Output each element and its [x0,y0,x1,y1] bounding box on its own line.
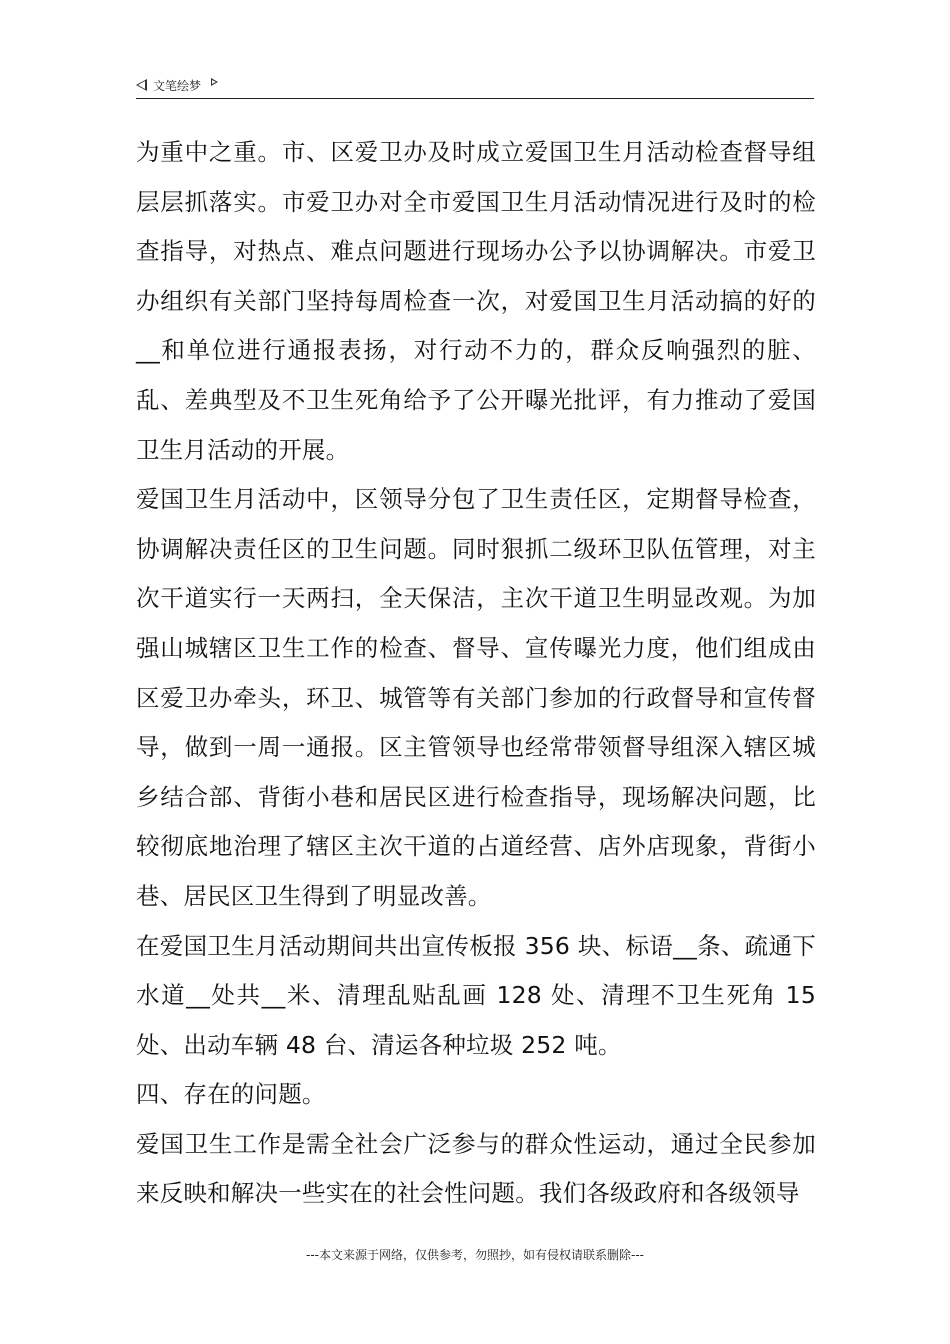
page-footer: ---本文来源于网络，仅供参考，勿照抄，如有侵权请联系删除--- [306,1248,644,1262]
triangle-right-icon [211,78,218,86]
triangle-left-icon [136,79,147,91]
document-body [136,128,816,1219]
paragraph-4: 爱国卫生工作是需全社会广泛参与的群众性运动，通过全民参加来反映和解决一些实在的社会性问题。我们各级政府和各级领导 [136,1129,816,1208]
header-title: 文笔绘梦 [153,78,202,93]
page-header [136,74,814,99]
paragraph-1: 为重中之重。市、区爱卫办及时成立爱国卫生月活动检查督导组层层抓落实。市爱卫办对全市爱国卫生月活动情况进行及时的检查指导，对热点、难点问题进行现场办公予以协调解决。市爱卫办组织有关部门坚持每周检查一次，对爱国卫生月活动搞的好的__和单位进行通报表扬，对行动不力的，群众反响强烈的脏、乱、差典型及不卫生死角给予了公开曝光批评，有力推动了爱国卫生月活动的开展。 [136,138,816,464]
paragraph-3: 在爱国卫生月活动期间共出宣传板报 356 块、标语__条、疏通下水道__处共__米、清理乱贴乱画 128 处、清理不卫生死角 15 处、出动车辆 48 台、清运各种垃圾 252 吨。 [136,931,816,1059]
section-heading: 四、存在的问题。 [136,1080,326,1109]
paragraph-2: 爱国卫生月活动中，区领导分包了卫生责任区，定期督导检查，协调解决责任区的卫生问题。同时狠抓二级环卫队伍管理，对主次干道实行一天两扫，全天保洁，主次干道卫生明显改观。为加强山城辖区卫生工作的检查、督导、宣传曝光力度，他们组成由区爱卫办牵头，环卫、城管等有关部门参加的行政督导和宣传督导，做到一周一通报。区主管领导也经常带领督导组深入辖区城乡结合部、背街小巷和居民区进行检查指导，现场解决问题，比较彻底地治理了辖区主次干道的占道经营、店外店现象，背街小巷、居民区卫生得到了明显改善。 [136,485,816,910]
header-row [136,74,814,96]
